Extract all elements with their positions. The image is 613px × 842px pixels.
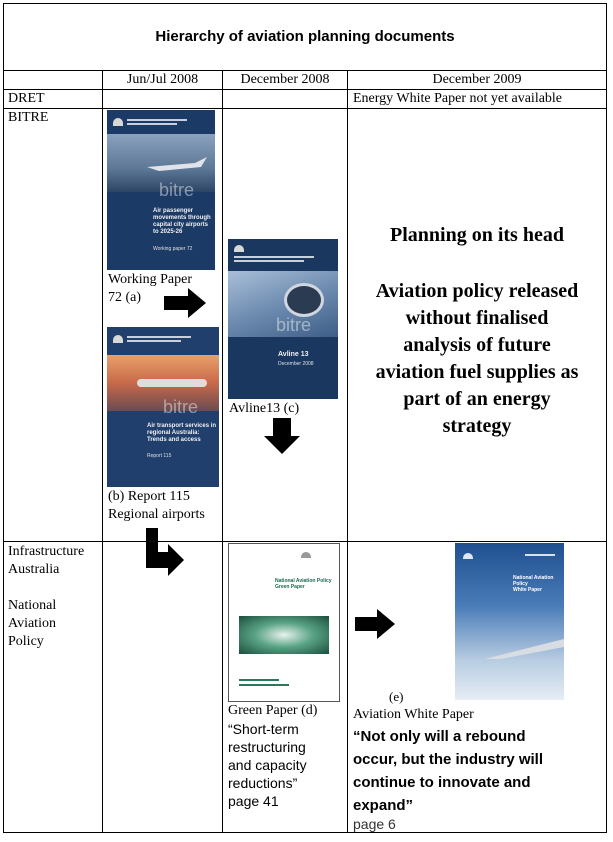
column-header-junjul-2008: Jun/Jul 2008 <box>126 72 199 87</box>
crest-icon <box>113 118 123 126</box>
cover-title: Air transport services in regional Australia: Trends and access <box>147 423 217 443</box>
working-paper-72-cover[interactable] <box>107 110 215 270</box>
page-title: Hierarchy of aviation planning documents <box>155 28 455 45</box>
cover-subtitle: Working paper 72 <box>153 246 193 252</box>
row-label-infrastructure: Infrastructure Australia National Aviation Policy <box>8 544 85 649</box>
bitre-divider <box>3 541 607 542</box>
avline-13-cover[interactable] <box>228 239 338 399</box>
energy-white-paper-note: Energy White Paper not yet available <box>353 91 563 106</box>
green-paper-quote: “Short-term restructuring and capacity reductions” page 41 <box>228 721 307 809</box>
col-divider-1 <box>102 70 103 833</box>
crest-icon <box>113 335 123 343</box>
white-paper-caption: Aviation White Paper <box>353 707 474 722</box>
green-paper-cover[interactable] <box>228 543 340 702</box>
column-header-dec-2008: December 2008 <box>240 72 330 87</box>
cover-turbine-image <box>239 616 329 654</box>
cover-watermark: bitre <box>159 180 195 200</box>
row-label-bitre: BITRE <box>8 110 49 125</box>
cover-watermark: bitre <box>276 315 312 335</box>
report-115-cover[interactable] <box>107 327 219 487</box>
report-115-caption: (b) Report 115 Regional airports <box>108 489 205 522</box>
cover-subtitle: December 2008 <box>278 361 314 367</box>
table-border-right <box>606 3 607 833</box>
cover-title: Air passenger movements through capital city airports to 2025-26 <box>153 208 211 235</box>
white-paper-cover[interactable] <box>455 543 564 700</box>
cover-title: National Aviation Policy Green Paper <box>275 578 332 590</box>
working-paper-72-caption: Working Paper 72 (a) <box>108 272 193 305</box>
col-divider-3 <box>347 70 348 833</box>
white-paper-quote: “Not only will a rebound occur, but the industry will continue to innovate and expand” <box>353 728 544 814</box>
green-paper-caption: Green Paper (d) <box>228 703 318 718</box>
arrow-down-icon <box>264 418 300 454</box>
row-label-dret: DRET <box>8 91 45 106</box>
white-paper-page: page 6 <box>353 816 396 832</box>
column-header-dec-2009: December 2009 <box>432 72 522 87</box>
white-paper-marker: (e) <box>389 689 404 704</box>
cover-wing-image <box>485 639 564 659</box>
table-border-left <box>3 3 4 833</box>
arrow-bend-down-right-icon <box>142 528 184 576</box>
commentary-heading: Planning on its head <box>390 224 564 246</box>
crest-icon <box>234 245 244 252</box>
dret-divider <box>3 108 607 109</box>
arrow-right-icon <box>164 288 206 318</box>
arrow-right-icon <box>355 609 395 639</box>
cover-watermark: bitre <box>163 397 199 417</box>
commentary-body: Aviation policy released without finalised analysis of future aviation fuel supplies as part of an energy strategy <box>375 280 579 437</box>
avline-13-caption: Avline13 (c) <box>229 401 300 416</box>
cover-subtitle: Report 115 <box>147 453 172 459</box>
table-border-top <box>3 3 607 4</box>
crest-icon <box>301 552 311 558</box>
crest-icon <box>463 553 473 559</box>
col-divider-2 <box>222 70 223 833</box>
table-border-bottom <box>3 832 607 833</box>
cover-title: National Aviation Policy White Paper <box>513 575 554 593</box>
cover-title: Avline 13 <box>278 351 309 358</box>
